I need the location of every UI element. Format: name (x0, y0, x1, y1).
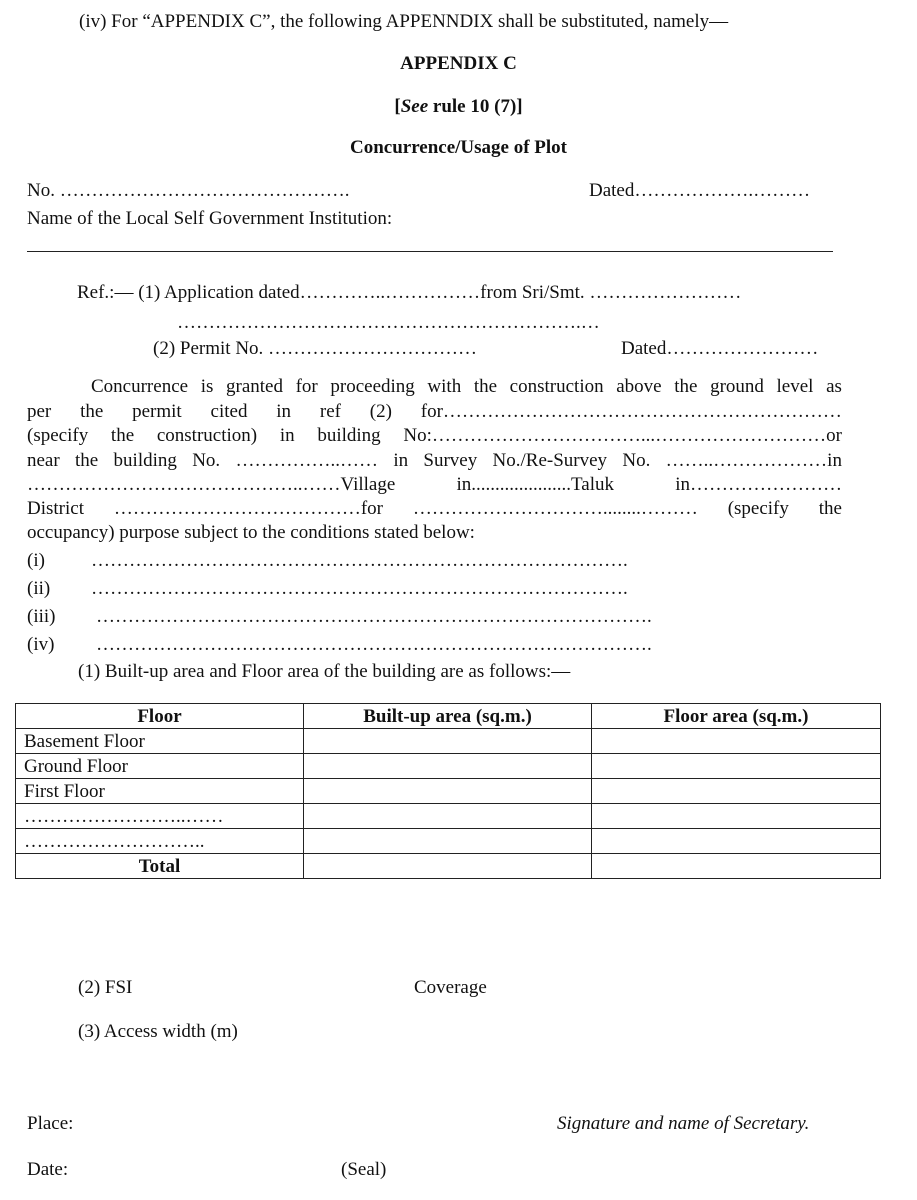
appendix-title: APPENDIX C (400, 53, 517, 74)
paragraph-word: …………………………........……… (412, 498, 698, 519)
floor-name-cell: Basement Floor (16, 729, 304, 754)
place-label: Place: (27, 1113, 74, 1134)
paragraph-word: permit (132, 401, 182, 422)
floor-area-cell (592, 729, 881, 754)
coverage-label: Coverage (414, 977, 487, 998)
floor-area-table (15, 703, 881, 879)
paragraph-word: No./Re-Survey (492, 450, 608, 471)
paragraph-word: ……………..…… (235, 450, 378, 471)
paragraph-word: in…………………… (675, 474, 842, 495)
paragraph-word: building (113, 450, 177, 471)
built-up-area-cell (304, 779, 592, 804)
table-row (16, 754, 881, 779)
institution-blank-line (27, 251, 833, 252)
table-row (16, 729, 881, 754)
condition-blank: …………………………………………………………………………. (91, 550, 628, 571)
condition-blank: ……………………………………………………………………………. (96, 606, 652, 627)
built-up-area-header: Built-up area (sq.m.) (304, 704, 592, 729)
condition-label: (iv) (27, 634, 55, 655)
paragraph-word: proceeding (330, 376, 415, 397)
condition-blank: …………………………………………………………………………. (91, 578, 628, 599)
paragraph-line (27, 523, 475, 542)
paragraph-word: the (110, 425, 135, 446)
secretary-signature: Signature and name of Secretary. (557, 1113, 810, 1134)
paragraph-line (27, 451, 842, 470)
floor-area-cell (592, 804, 881, 829)
table-header-row (16, 704, 881, 729)
paragraph-word: ……..………………in (665, 450, 842, 471)
paragraph-line (27, 402, 842, 421)
built-up-area-cell (304, 829, 592, 854)
paragraph-word: ground (710, 376, 764, 397)
paragraph-word: granted (226, 376, 283, 397)
paragraph-word: (2) (369, 401, 392, 422)
table-total-row (16, 854, 881, 879)
rule-reference: [See rule 10 (7)] (394, 96, 523, 117)
area-intro: (1) Built-up area and Floor area of the building are as follows:— (78, 661, 571, 682)
floor-area-cell (592, 754, 881, 779)
paragraph-word: the (80, 401, 104, 422)
built-up-area-cell (304, 754, 592, 779)
paragraph-word: No. (622, 450, 651, 471)
paragraph-word: (specify (727, 498, 789, 519)
paragraph-word: cited (210, 401, 248, 422)
paragraph-word: No:……………………………...………………………or (403, 425, 842, 446)
form-subtitle: Concurrence/Usage of Plot (349, 137, 568, 158)
built-up-area-cell (304, 729, 592, 754)
paragraph-line (27, 499, 842, 518)
paragraph-word: per (27, 401, 52, 422)
ref-permit-dated: Dated…………………… (621, 338, 819, 359)
total-floor-area-cell (592, 854, 881, 879)
paragraph-word: …………………………………for (113, 498, 383, 519)
total-built-up-cell (304, 854, 592, 879)
paragraph-word: the (818, 498, 842, 519)
ref-application-line: Ref.:— (1) Application dated…………..……………from Sri/Smt. …………………… (77, 282, 742, 303)
paragraph-word: near (27, 450, 60, 471)
paragraph-word: for……………………………………………………… (420, 401, 842, 422)
date-label: Date: (27, 1159, 69, 1180)
total-label-cell: Total (16, 854, 304, 879)
paragraph-word: District (27, 498, 84, 519)
condition-label: (i) (27, 550, 45, 571)
floor-name-cell: ……………………….. (16, 829, 304, 854)
table-row (16, 829, 881, 854)
intro-text: (iv) For “APPENDIX C”, the following APPENNDIX shall be substituted, namely— (79, 11, 729, 32)
paragraph-line (91, 377, 842, 396)
paragraph-word: as (826, 376, 842, 397)
condition-blank: ……………………………………………………………………………. (96, 634, 652, 655)
floor-area-cell (592, 779, 881, 804)
condition-label: (iii) (27, 606, 56, 627)
floor-header: Floor (16, 704, 304, 729)
seal-label: (Seal) (341, 1159, 387, 1180)
floor-name-cell: Ground Floor (16, 754, 304, 779)
paragraph-word: in.....................Taluk (456, 474, 615, 495)
floor-area-cell (592, 829, 881, 854)
paragraph-word: ref (319, 401, 341, 422)
paragraph-word: for (295, 376, 318, 397)
floor-name-cell: ……………………..…… (16, 804, 304, 829)
floor-name-cell: First Floor (16, 779, 304, 804)
table-row (16, 779, 881, 804)
access-width-label: (3) Access width (m) (78, 1021, 238, 1042)
paragraph-word: the (674, 376, 698, 397)
dated-field: Dated……………….……… (589, 180, 811, 201)
paragraph-word: construction) (156, 425, 258, 446)
fsi-label: (2) FSI (78, 977, 133, 998)
paragraph-word: in (276, 401, 292, 422)
paragraph-word: (specify (27, 425, 89, 446)
paragraph-line (27, 475, 842, 494)
paragraph-word: ……………………………………..……Village (27, 474, 396, 495)
paragraph-word: in (279, 425, 295, 446)
table-row (16, 804, 881, 829)
number-field: No. ………………………………………. (27, 180, 350, 201)
paragraph-word: the (75, 450, 99, 471)
ref-continuation-dots: ……………………………………………………….… (177, 312, 600, 333)
paragraph-word: in (393, 450, 409, 471)
paragraph-word: occupancy) purpose subject to the conditions stated below: (27, 522, 475, 543)
built-up-area-cell (304, 804, 592, 829)
paragraph-word: is (200, 376, 214, 397)
paragraph-word: Survey (423, 450, 478, 471)
paragraph-word: construction (509, 376, 604, 397)
ref-permit-no: (2) Permit No. …………………………… (153, 338, 478, 359)
paragraph-word: above (616, 376, 662, 397)
paragraph-word: level (776, 376, 814, 397)
condition-label: (ii) (27, 578, 51, 599)
institution-label: Name of the Local Self Government Institution: (27, 208, 393, 229)
paragraph-word: Concurrence (91, 376, 189, 397)
paragraph-word: with (427, 376, 462, 397)
floor-area-header: Floor area (sq.m.) (592, 704, 881, 729)
paragraph-line (27, 426, 842, 445)
paragraph-word: No. (192, 450, 221, 471)
paragraph-word: the (473, 376, 498, 397)
paragraph-word: building (317, 425, 381, 446)
